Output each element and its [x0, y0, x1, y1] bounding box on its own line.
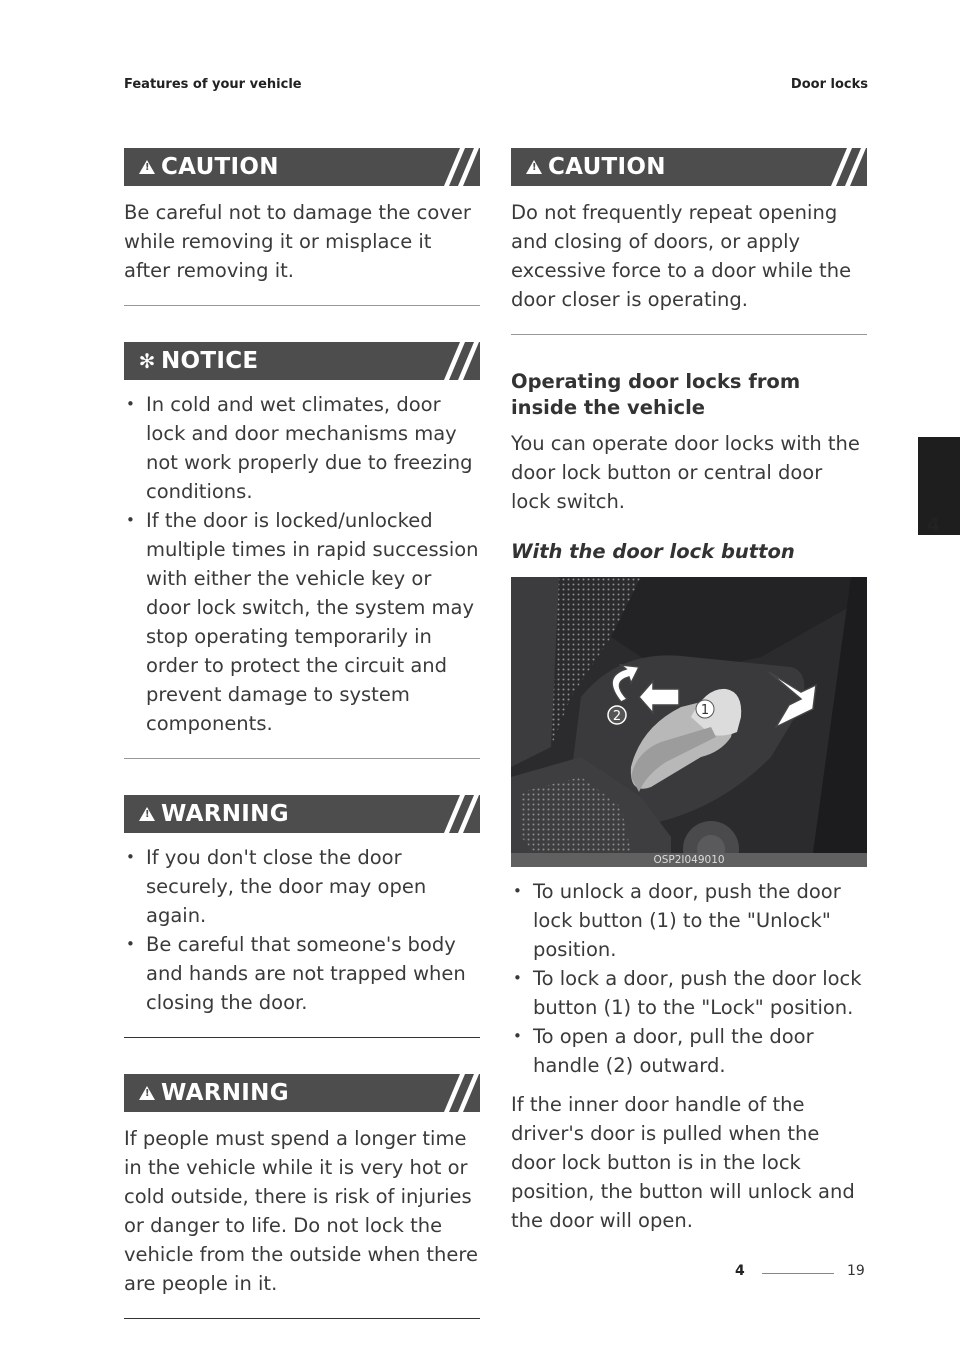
page-number: 19 [847, 1263, 865, 1279]
banner-slashes-decoration [817, 148, 867, 186]
warning-banner [124, 795, 480, 833]
notice-asterisk-icon: ✻ [138, 349, 156, 373]
warning-text: If people must spend a longer time in the vehicle while it is very hot or cold outside, there is risk of injuries or danger to life. Do not lock the vehicle from the outside when there are people in it. [124, 1127, 478, 1295]
banner-slashes-decoration [430, 148, 480, 186]
caution-label: CAUTION [161, 154, 279, 180]
callout-1 [696, 700, 714, 718]
divider [511, 334, 867, 335]
svg-text:2: 2 [612, 709, 622, 724]
subsection-title: With the door lock button [511, 540, 795, 563]
banner-slashes-decoration [430, 1074, 480, 1112]
closing-text: If the inner door handle of the driver's door is pulled when the door lock button is in the lock position, the button will unlock and the door will open. [511, 1093, 855, 1232]
warning-triangle-icon [523, 148, 545, 186]
notice-banner [124, 342, 480, 380]
warning-banner [124, 1074, 480, 1112]
chapter-tab-number: 4 [926, 514, 940, 536]
notice-label: NOTICE [161, 348, 259, 374]
right-column [511, 148, 867, 1235]
intro-text: You can operate door locks with the door lock button or central door lock switch. [511, 432, 860, 513]
warning-label: WARNING [161, 801, 289, 827]
svg-text:1: 1 [700, 703, 710, 718]
running-header-section: Features of your vehicle [124, 77, 302, 92]
caution-banner [124, 148, 480, 186]
caution-banner [511, 148, 867, 186]
door-panel-illustration [511, 577, 867, 867]
divider [124, 1318, 480, 1319]
footer-rule [762, 1273, 834, 1274]
list-item: • Be careful that someone's body and hands are not trapped when closing the door. [124, 930, 480, 1017]
warning-label: WARNING [161, 1080, 289, 1106]
caution-text: Do not frequently repeat opening and closing of doors, or apply excessive force to a door while the door closer is operating. [511, 201, 852, 311]
door-lock-illustration [511, 577, 867, 867]
footer-chapter: 4 [735, 1263, 745, 1279]
warning-triangle-icon [136, 795, 158, 833]
list-item: • To unlock a door, push the door lock button (1) to the "Unlock" position. [511, 877, 867, 964]
list-item: • To lock a door, push the door lock button (1) to the "Lock" position. [511, 964, 867, 1022]
list-item: • If the door is locked/unlocked multiple times in rapid succession with either the vehicle key or door lock switch, the system may stop operating temporarily in order to protect the circuit and prevent damage to system components. [124, 506, 480, 738]
section-title: Operating door locks from inside the vehicle [511, 370, 801, 419]
warning-list [124, 843, 480, 1017]
left-column [124, 148, 480, 1319]
list-item: • If you don't close the door securely, the door may open again. [124, 843, 480, 930]
list-item: • To open a door, pull the door handle (2) outward. [511, 1022, 867, 1080]
running-header-topic: Door locks [790, 77, 868, 92]
callout-2 [608, 706, 626, 724]
banner-slashes-decoration [430, 342, 480, 380]
caution-label: CAUTION [548, 154, 666, 180]
figure-code: OSP2I049010 [511, 853, 867, 867]
warning-triangle-icon [136, 148, 158, 186]
notice-list [124, 390, 480, 738]
door-lock-steps [511, 877, 867, 1080]
list-item: • In cold and wet climates, door lock and door mechanisms may not work properly due to freezing conditions. [124, 390, 480, 506]
banner-slashes-decoration [430, 795, 480, 833]
caution-text: Be careful not to damage the cover while removing it or misplace it after removing it. [124, 201, 471, 282]
warning-triangle-icon [136, 1074, 158, 1112]
